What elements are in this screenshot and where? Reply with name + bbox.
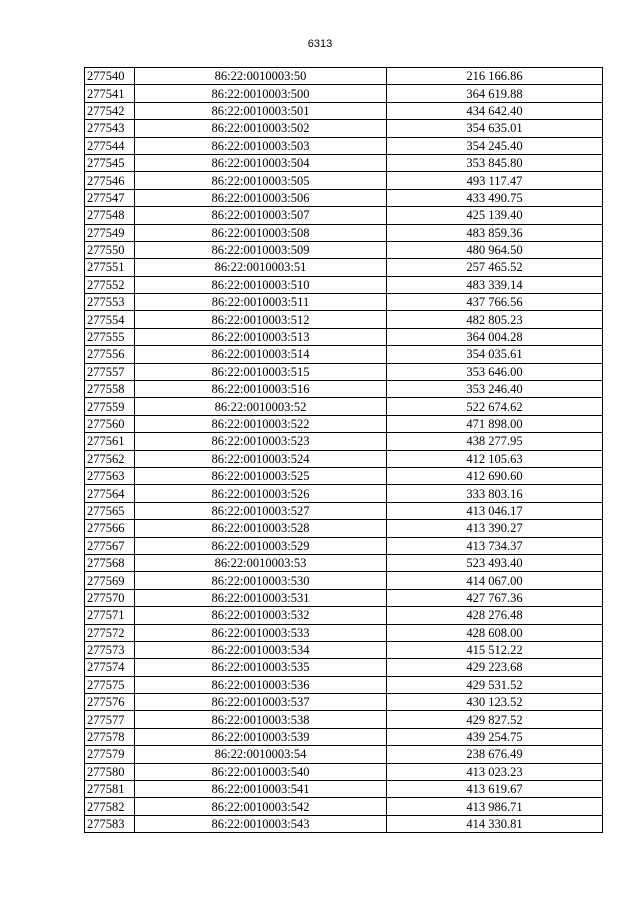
cadastral-number-cell: 86:22:0010003:530 bbox=[135, 572, 387, 589]
table-row bbox=[85, 781, 603, 798]
cadastral-value-table bbox=[84, 67, 603, 833]
table-row bbox=[85, 137, 603, 154]
table-row bbox=[85, 607, 603, 624]
row-number-cell: 277561 bbox=[85, 433, 135, 450]
cadastral-number-cell: 86:22:0010003:532 bbox=[135, 607, 387, 624]
table-row bbox=[85, 537, 603, 554]
row-number-cell: 277548 bbox=[85, 207, 135, 224]
cadastral-number-cell: 86:22:0010003:539 bbox=[135, 728, 387, 745]
cadastral-value-cell: 216 166.86 bbox=[387, 68, 603, 85]
row-number-cell: 277573 bbox=[85, 641, 135, 658]
cadastral-value-cell: 483 339.14 bbox=[387, 276, 603, 293]
table-row bbox=[85, 746, 603, 763]
cadastral-number-cell: 86:22:0010003:525 bbox=[135, 467, 387, 484]
table-row bbox=[85, 711, 603, 728]
cadastral-number-cell: 86:22:0010003:523 bbox=[135, 433, 387, 450]
cadastral-value-cell: 414 330.81 bbox=[387, 815, 603, 832]
cadastral-value-cell: 354 635.01 bbox=[387, 120, 603, 137]
row-number-cell: 277542 bbox=[85, 102, 135, 119]
cadastral-value-cell: 437 766.56 bbox=[387, 294, 603, 311]
table-row bbox=[85, 798, 603, 815]
cadastral-value-cell: 333 803.16 bbox=[387, 485, 603, 502]
cadastral-value-cell: 415 512.22 bbox=[387, 641, 603, 658]
cadastral-value-cell: 480 964.50 bbox=[387, 241, 603, 258]
cadastral-value-cell: 428 608.00 bbox=[387, 624, 603, 641]
table-row bbox=[85, 485, 603, 502]
cadastral-number-cell: 86:22:0010003:53 bbox=[135, 554, 387, 571]
cadastral-number-cell: 86:22:0010003:516 bbox=[135, 381, 387, 398]
table-row bbox=[85, 224, 603, 241]
table-row bbox=[85, 276, 603, 293]
table-row bbox=[85, 763, 603, 780]
table-row bbox=[85, 154, 603, 171]
table-row bbox=[85, 68, 603, 85]
cadastral-number-cell: 86:22:0010003:502 bbox=[135, 120, 387, 137]
cadastral-value-cell: 413 619.67 bbox=[387, 781, 603, 798]
cadastral-number-cell: 86:22:0010003:50 bbox=[135, 68, 387, 85]
row-number-cell: 277574 bbox=[85, 659, 135, 676]
cadastral-number-cell: 86:22:0010003:51 bbox=[135, 259, 387, 276]
cadastral-number-cell: 86:22:0010003:527 bbox=[135, 502, 387, 519]
row-number-cell: 277544 bbox=[85, 137, 135, 154]
table-row bbox=[85, 311, 603, 328]
page-number: 6313 bbox=[307, 38, 333, 50]
table-row bbox=[85, 676, 603, 693]
cadastral-value-cell: 353 246.40 bbox=[387, 381, 603, 398]
cadastral-value-cell: 413 390.27 bbox=[387, 520, 603, 537]
row-number-cell: 277555 bbox=[85, 328, 135, 345]
cadastral-number-cell: 86:22:0010003:503 bbox=[135, 137, 387, 154]
cadastral-value-cell: 354 245.40 bbox=[387, 137, 603, 154]
cadastral-value-cell: 427 767.36 bbox=[387, 589, 603, 606]
cadastral-value-cell: 412 690.60 bbox=[387, 467, 603, 484]
cadastral-number-cell: 86:22:0010003:54 bbox=[135, 746, 387, 763]
table-row bbox=[85, 502, 603, 519]
cadastral-number-cell: 86:22:0010003:535 bbox=[135, 659, 387, 676]
row-number-cell: 277569 bbox=[85, 572, 135, 589]
row-number-cell: 277567 bbox=[85, 537, 135, 554]
cadastral-number-cell: 86:22:0010003:515 bbox=[135, 363, 387, 380]
cadastral-value-cell: 439 254.75 bbox=[387, 728, 603, 745]
row-number-cell: 277551 bbox=[85, 259, 135, 276]
cadastral-number-cell: 86:22:0010003:538 bbox=[135, 711, 387, 728]
cadastral-number-cell: 86:22:0010003:513 bbox=[135, 328, 387, 345]
cadastral-number-cell: 86:22:0010003:509 bbox=[135, 241, 387, 258]
table-row bbox=[85, 207, 603, 224]
cadastral-value-cell: 353 845.80 bbox=[387, 154, 603, 171]
table-row bbox=[85, 85, 603, 102]
row-number-cell: 277578 bbox=[85, 728, 135, 745]
table-row bbox=[85, 728, 603, 745]
row-number-cell: 277565 bbox=[85, 502, 135, 519]
row-number-cell: 277554 bbox=[85, 311, 135, 328]
cadastral-number-cell: 86:22:0010003:52 bbox=[135, 398, 387, 415]
row-number-cell: 277575 bbox=[85, 676, 135, 693]
cadastral-value-cell: 429 827.52 bbox=[387, 711, 603, 728]
cadastral-number-cell: 86:22:0010003:507 bbox=[135, 207, 387, 224]
table-row bbox=[85, 554, 603, 571]
row-number-cell: 277572 bbox=[85, 624, 135, 641]
table-row bbox=[85, 815, 603, 832]
cadastral-value-cell: 428 276.48 bbox=[387, 607, 603, 624]
table-row bbox=[85, 102, 603, 119]
cadastral-value-cell: 413 046.17 bbox=[387, 502, 603, 519]
row-number-cell: 277540 bbox=[85, 68, 135, 85]
table-row bbox=[85, 450, 603, 467]
table-row bbox=[85, 694, 603, 711]
row-number-cell: 277541 bbox=[85, 85, 135, 102]
row-number-cell: 277576 bbox=[85, 694, 135, 711]
table-row bbox=[85, 381, 603, 398]
cadastral-value-cell: 438 277.95 bbox=[387, 433, 603, 450]
cadastral-number-cell: 86:22:0010003:528 bbox=[135, 520, 387, 537]
cadastral-number-cell: 86:22:0010003:505 bbox=[135, 172, 387, 189]
table-row bbox=[85, 120, 603, 137]
cadastral-number-cell: 86:22:0010003:531 bbox=[135, 589, 387, 606]
cadastral-number-cell: 86:22:0010003:508 bbox=[135, 224, 387, 241]
table-row bbox=[85, 363, 603, 380]
table-row bbox=[85, 415, 603, 432]
cadastral-value-cell: 413 734.37 bbox=[387, 537, 603, 554]
cadastral-value-cell: 430 123.52 bbox=[387, 694, 603, 711]
row-number-cell: 277571 bbox=[85, 607, 135, 624]
row-number-cell: 277562 bbox=[85, 450, 135, 467]
cadastral-number-cell: 86:22:0010003:536 bbox=[135, 676, 387, 693]
row-number-cell: 277546 bbox=[85, 172, 135, 189]
table-body bbox=[85, 68, 603, 833]
cadastral-number-cell: 86:22:0010003:542 bbox=[135, 798, 387, 815]
row-number-cell: 277552 bbox=[85, 276, 135, 293]
row-number-cell: 277559 bbox=[85, 398, 135, 415]
row-number-cell: 277568 bbox=[85, 554, 135, 571]
row-number-cell: 277570 bbox=[85, 589, 135, 606]
cadastral-number-cell: 86:22:0010003:522 bbox=[135, 415, 387, 432]
table-row bbox=[85, 346, 603, 363]
table-row bbox=[85, 624, 603, 641]
cadastral-value-cell: 482 805.23 bbox=[387, 311, 603, 328]
row-number-cell: 277579 bbox=[85, 746, 135, 763]
row-number-cell: 277577 bbox=[85, 711, 135, 728]
cadastral-value-cell: 238 676.49 bbox=[387, 746, 603, 763]
cadastral-value-cell: 471 898.00 bbox=[387, 415, 603, 432]
cadastral-value-cell: 523 493.40 bbox=[387, 554, 603, 571]
cadastral-number-cell: 86:22:0010003:511 bbox=[135, 294, 387, 311]
cadastral-number-cell: 86:22:0010003:504 bbox=[135, 154, 387, 171]
cadastral-number-cell: 86:22:0010003:501 bbox=[135, 102, 387, 119]
table-row bbox=[85, 467, 603, 484]
cadastral-number-cell: 86:22:0010003:537 bbox=[135, 694, 387, 711]
cadastral-value-cell: 353 646.00 bbox=[387, 363, 603, 380]
table-row bbox=[85, 241, 603, 258]
row-number-cell: 277550 bbox=[85, 241, 135, 258]
row-number-cell: 277557 bbox=[85, 363, 135, 380]
row-number-cell: 277564 bbox=[85, 485, 135, 502]
cadastral-value-cell: 413 023.23 bbox=[387, 763, 603, 780]
cadastral-value-cell: 522 674.62 bbox=[387, 398, 603, 415]
table-row bbox=[85, 572, 603, 589]
cadastral-number-cell: 86:22:0010003:506 bbox=[135, 189, 387, 206]
cadastral-number-cell: 86:22:0010003:540 bbox=[135, 763, 387, 780]
row-number-cell: 277556 bbox=[85, 346, 135, 363]
cadastral-number-cell: 86:22:0010003:529 bbox=[135, 537, 387, 554]
table-row bbox=[85, 259, 603, 276]
row-number-cell: 277566 bbox=[85, 520, 135, 537]
table-row bbox=[85, 589, 603, 606]
row-number-cell: 277582 bbox=[85, 798, 135, 815]
row-number-cell: 277560 bbox=[85, 415, 135, 432]
cadastral-value-cell: 429 531.52 bbox=[387, 676, 603, 693]
cadastral-value-cell: 425 139.40 bbox=[387, 207, 603, 224]
row-number-cell: 277583 bbox=[85, 815, 135, 832]
row-number-cell: 277563 bbox=[85, 467, 135, 484]
table-row bbox=[85, 520, 603, 537]
cadastral-value-cell: 433 490.75 bbox=[387, 189, 603, 206]
cadastral-number-cell: 86:22:0010003:526 bbox=[135, 485, 387, 502]
cadastral-value-cell: 257 465.52 bbox=[387, 259, 603, 276]
cadastral-number-cell: 86:22:0010003:524 bbox=[135, 450, 387, 467]
cadastral-value-cell: 364 004.28 bbox=[387, 328, 603, 345]
cadastral-number-cell: 86:22:0010003:543 bbox=[135, 815, 387, 832]
table-row bbox=[85, 294, 603, 311]
cadastral-value-cell: 434 642.40 bbox=[387, 102, 603, 119]
row-number-cell: 277547 bbox=[85, 189, 135, 206]
row-number-cell: 277581 bbox=[85, 781, 135, 798]
cadastral-value-cell: 364 619.88 bbox=[387, 85, 603, 102]
cadastral-value-cell: 354 035.61 bbox=[387, 346, 603, 363]
table-row bbox=[85, 328, 603, 345]
cadastral-value-cell: 414 067.00 bbox=[387, 572, 603, 589]
cadastral-number-cell: 86:22:0010003:534 bbox=[135, 641, 387, 658]
cadastral-number-cell: 86:22:0010003:512 bbox=[135, 311, 387, 328]
row-number-cell: 277543 bbox=[85, 120, 135, 137]
row-number-cell: 277545 bbox=[85, 154, 135, 171]
cadastral-value-cell: 493 117.47 bbox=[387, 172, 603, 189]
row-number-cell: 277549 bbox=[85, 224, 135, 241]
cadastral-value-cell: 483 859.36 bbox=[387, 224, 603, 241]
cadastral-value-cell: 412 105.63 bbox=[387, 450, 603, 467]
cadastral-value-cell: 413 986.71 bbox=[387, 798, 603, 815]
row-number-cell: 277558 bbox=[85, 381, 135, 398]
cadastral-number-cell: 86:22:0010003:541 bbox=[135, 781, 387, 798]
row-number-cell: 277553 bbox=[85, 294, 135, 311]
table-row bbox=[85, 172, 603, 189]
table-row bbox=[85, 659, 603, 676]
cadastral-number-cell: 86:22:0010003:533 bbox=[135, 624, 387, 641]
table-row bbox=[85, 433, 603, 450]
table-row bbox=[85, 641, 603, 658]
table-row bbox=[85, 189, 603, 206]
cadastral-number-cell: 86:22:0010003:514 bbox=[135, 346, 387, 363]
table-row bbox=[85, 398, 603, 415]
cadastral-number-cell: 86:22:0010003:510 bbox=[135, 276, 387, 293]
cadastral-value-cell: 429 223.68 bbox=[387, 659, 603, 676]
cadastral-number-cell: 86:22:0010003:500 bbox=[135, 85, 387, 102]
row-number-cell: 277580 bbox=[85, 763, 135, 780]
